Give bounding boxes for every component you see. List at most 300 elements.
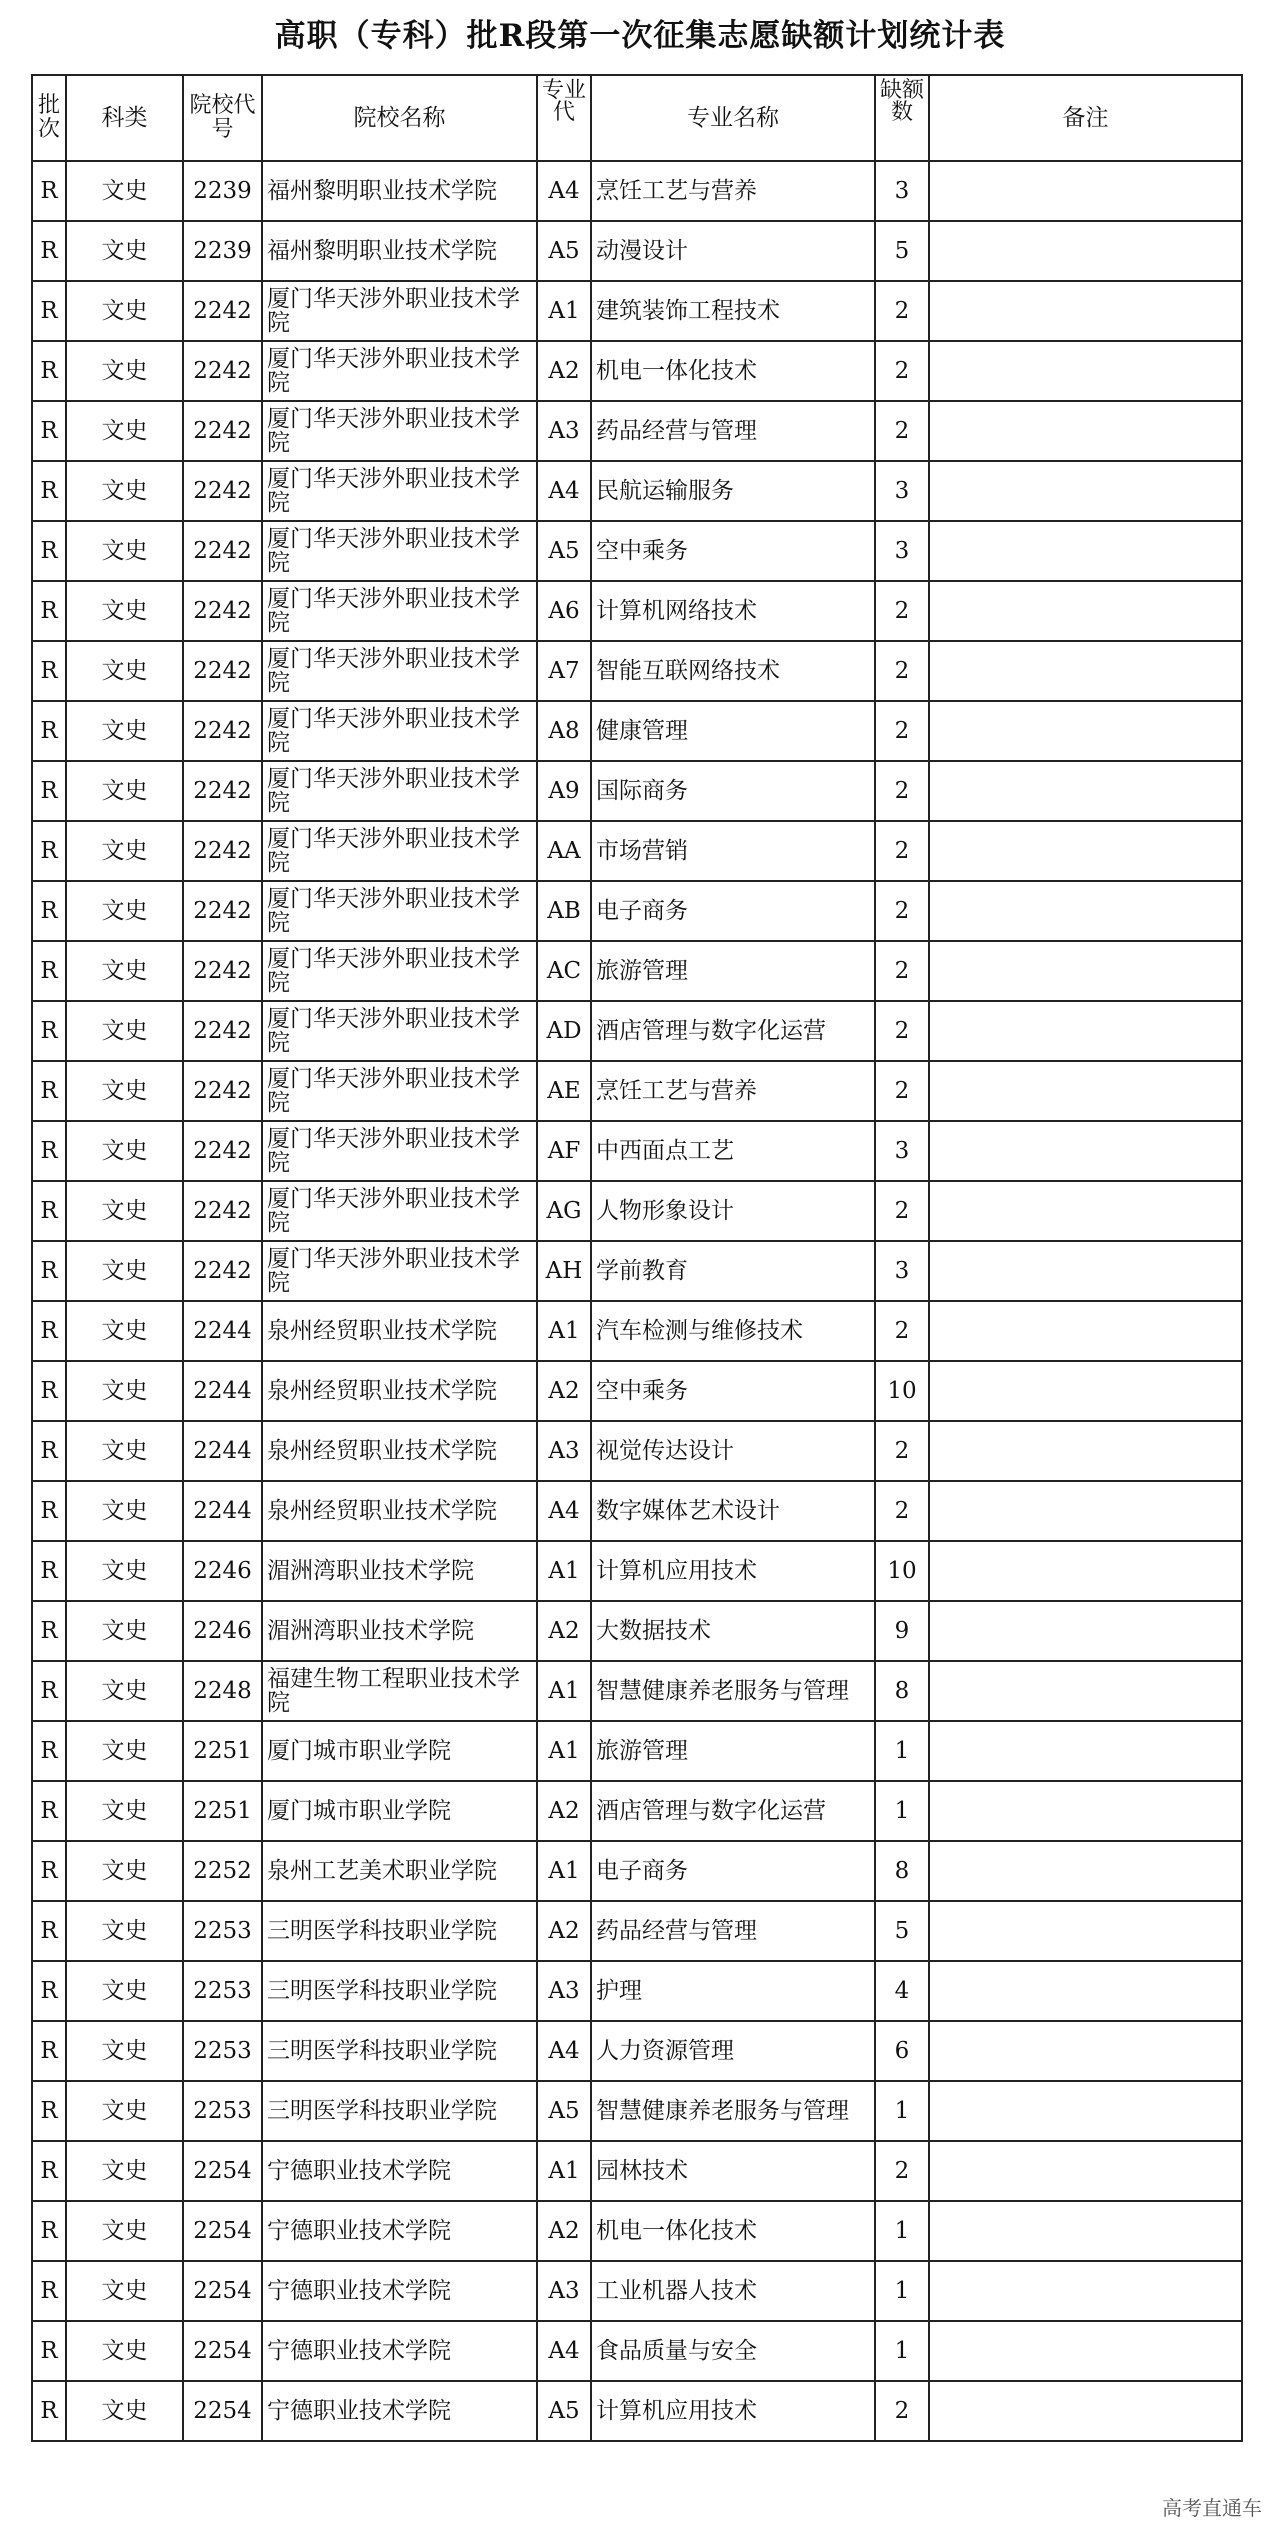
cell-school-name: 厦门华天涉外职业技术学院 xyxy=(262,401,537,461)
cell-remarks xyxy=(929,581,1242,641)
cell-category: 文史 xyxy=(66,161,183,221)
cell-school-name: 厦门华天涉外职业技术学院 xyxy=(262,1181,537,1241)
cell-school-code: 2242 xyxy=(183,521,262,581)
cell-major-name: 旅游管理 xyxy=(591,1721,875,1781)
table-row xyxy=(32,1721,1242,1781)
cell-school-name: 泉州经贸职业技术学院 xyxy=(262,1481,537,1541)
cell-vacancies: 3 xyxy=(875,161,929,221)
cell-batch: R xyxy=(32,161,66,221)
cell-major-code: A1 xyxy=(537,1301,591,1361)
cell-school-name: 三明医学科技职业学院 xyxy=(262,1961,537,2021)
cell-major-code: A2 xyxy=(537,1781,591,1841)
table-row xyxy=(32,2201,1242,2261)
cell-school-code: 2253 xyxy=(183,1961,262,2021)
cell-school-code: 2248 xyxy=(183,1661,262,1721)
cell-school-code: 2242 xyxy=(183,1241,262,1301)
cell-category: 文史 xyxy=(66,581,183,641)
cell-school-name: 厦门华天涉外职业技术学院 xyxy=(262,761,537,821)
cell-batch: R xyxy=(32,1301,66,1361)
cell-major-code: A4 xyxy=(537,461,591,521)
cell-category: 文史 xyxy=(66,2021,183,2081)
cell-school-code: 2253 xyxy=(183,2081,262,2141)
cell-school-name: 泉州工艺美术职业学院 xyxy=(262,1841,537,1901)
cell-major-name: 大数据技术 xyxy=(591,1601,875,1661)
cell-remarks xyxy=(929,221,1242,281)
table-row xyxy=(32,1181,1242,1241)
cell-category: 文史 xyxy=(66,1481,183,1541)
cell-category: 文史 xyxy=(66,1001,183,1061)
cell-category: 文史 xyxy=(66,941,183,1001)
cell-major-name: 健康管理 xyxy=(591,701,875,761)
cell-school-name: 湄洲湾职业技术学院 xyxy=(262,1541,537,1601)
cell-school-name: 厦门华天涉外职业技术学院 xyxy=(262,1001,537,1061)
cell-major-code: A1 xyxy=(537,1541,591,1601)
cell-vacancies: 2 xyxy=(875,341,929,401)
cell-batch: R xyxy=(32,2381,66,2441)
cell-school-name: 宁德职业技术学院 xyxy=(262,2261,537,2321)
cell-major-code: A9 xyxy=(537,761,591,821)
cell-major-name: 空中乘务 xyxy=(591,1361,875,1421)
cell-remarks xyxy=(929,1001,1242,1061)
header-major-code: 专业代 xyxy=(537,75,591,161)
cell-remarks xyxy=(929,701,1242,761)
cell-vacancies: 2 xyxy=(875,641,929,701)
cell-school-name: 厦门华天涉外职业技术学院 xyxy=(262,521,537,581)
cell-category: 文史 xyxy=(66,1901,183,1961)
cell-major-name: 国际商务 xyxy=(591,761,875,821)
cell-batch: R xyxy=(32,1001,66,1061)
table-row xyxy=(32,2081,1242,2141)
cell-batch: R xyxy=(32,581,66,641)
cell-major-code: A4 xyxy=(537,1481,591,1541)
cell-remarks xyxy=(929,1721,1242,1781)
table-row xyxy=(32,2321,1242,2381)
cell-remarks xyxy=(929,1241,1242,1301)
table-row xyxy=(32,1121,1242,1181)
cell-category: 文史 xyxy=(66,1721,183,1781)
cell-school-code: 2242 xyxy=(183,401,262,461)
cell-batch: R xyxy=(32,1601,66,1661)
cell-remarks xyxy=(929,1481,1242,1541)
cell-category: 文史 xyxy=(66,1361,183,1421)
table-row xyxy=(32,941,1242,1001)
cell-category: 文史 xyxy=(66,2321,183,2381)
cell-vacancies: 2 xyxy=(875,1421,929,1481)
header-school-code: 院校代号 xyxy=(183,75,262,161)
cell-school-code: 2254 xyxy=(183,2141,262,2201)
table-header xyxy=(32,75,1242,161)
cell-major-name: 中西面点工艺 xyxy=(591,1121,875,1181)
cell-major-code: A1 xyxy=(537,1661,591,1721)
cell-vacancies: 2 xyxy=(875,1301,929,1361)
cell-major-name: 药品经营与管理 xyxy=(591,401,875,461)
cell-remarks xyxy=(929,2321,1242,2381)
cell-category: 文史 xyxy=(66,2261,183,2321)
cell-major-name: 护理 xyxy=(591,1961,875,2021)
cell-school-code: 2242 xyxy=(183,1181,262,1241)
cell-batch: R xyxy=(32,221,66,281)
cell-remarks xyxy=(929,1121,1242,1181)
cell-remarks xyxy=(929,1361,1242,1421)
cell-school-code: 2242 xyxy=(183,641,262,701)
cell-remarks xyxy=(929,1901,1242,1961)
cell-vacancies: 2 xyxy=(875,2141,929,2201)
cell-major-name: 市场营销 xyxy=(591,821,875,881)
table-row xyxy=(32,2141,1242,2201)
table-row xyxy=(32,1661,1242,1721)
cell-major-code: A3 xyxy=(537,2261,591,2321)
table-row xyxy=(32,461,1242,521)
table-row xyxy=(32,1541,1242,1601)
cell-school-code: 2242 xyxy=(183,581,262,641)
cell-vacancies: 2 xyxy=(875,821,929,881)
cell-remarks xyxy=(929,641,1242,701)
cell-major-code: A2 xyxy=(537,2201,591,2261)
cell-school-name: 宁德职业技术学院 xyxy=(262,2321,537,2381)
table-row xyxy=(32,2021,1242,2081)
table-row xyxy=(32,2261,1242,2321)
cell-category: 文史 xyxy=(66,761,183,821)
cell-major-code: AD xyxy=(537,1001,591,1061)
cell-vacancies: 3 xyxy=(875,521,929,581)
cell-school-name: 泉州经贸职业技术学院 xyxy=(262,1361,537,1421)
cell-major-code: A5 xyxy=(537,2381,591,2441)
cell-school-name: 厦门华天涉外职业技术学院 xyxy=(262,341,537,401)
cell-school-name: 泉州经贸职业技术学院 xyxy=(262,1301,537,1361)
cell-major-code: A3 xyxy=(537,401,591,461)
watermark: 高考直通车 xyxy=(1162,2496,1262,2520)
cell-remarks xyxy=(929,2381,1242,2441)
cell-category: 文史 xyxy=(66,821,183,881)
cell-batch: R xyxy=(32,1841,66,1901)
cell-vacancies: 1 xyxy=(875,1781,929,1841)
header-category: 科类 xyxy=(66,75,183,161)
cell-school-code: 2242 xyxy=(183,701,262,761)
cell-vacancies: 1 xyxy=(875,2201,929,2261)
cell-batch: R xyxy=(32,1421,66,1481)
cell-batch: R xyxy=(32,2021,66,2081)
cell-school-name: 厦门华天涉外职业技术学院 xyxy=(262,1061,537,1121)
cell-batch: R xyxy=(32,1961,66,2021)
cell-major-name: 建筑装饰工程技术 xyxy=(591,281,875,341)
cell-school-name: 厦门城市职业学院 xyxy=(262,1781,537,1841)
cell-school-code: 2254 xyxy=(183,2261,262,2321)
cell-category: 文史 xyxy=(66,1181,183,1241)
cell-major-code: A4 xyxy=(537,2321,591,2381)
cell-major-name: 智能互联网络技术 xyxy=(591,641,875,701)
cell-major-name: 计算机网络技术 xyxy=(591,581,875,641)
cell-school-name: 厦门华天涉外职业技术学院 xyxy=(262,461,537,521)
cell-major-code: A1 xyxy=(537,1721,591,1781)
cell-major-name: 计算机应用技术 xyxy=(591,1541,875,1601)
cell-school-code: 2253 xyxy=(183,1901,262,1961)
cell-vacancies: 2 xyxy=(875,941,929,1001)
cell-remarks xyxy=(929,2081,1242,2141)
table-row xyxy=(32,1061,1242,1121)
cell-remarks xyxy=(929,2141,1242,2201)
cell-major-name: 酒店管理与数字化运营 xyxy=(591,1001,875,1061)
cell-major-name: 动漫设计 xyxy=(591,221,875,281)
cell-remarks xyxy=(929,1181,1242,1241)
cell-school-code: 2242 xyxy=(183,941,262,1001)
cell-category: 文史 xyxy=(66,1961,183,2021)
cell-remarks xyxy=(929,2261,1242,2321)
cell-batch: R xyxy=(32,521,66,581)
header-school-name: 院校名称 xyxy=(262,75,537,161)
cell-major-name: 计算机应用技术 xyxy=(591,2381,875,2441)
cell-remarks xyxy=(929,401,1242,461)
cell-batch: R xyxy=(32,2261,66,2321)
cell-major-name: 人力资源管理 xyxy=(591,2021,875,2081)
cell-batch: R xyxy=(32,401,66,461)
cell-school-code: 2254 xyxy=(183,2201,262,2261)
cell-major-code: A7 xyxy=(537,641,591,701)
cell-major-code: A8 xyxy=(537,701,591,761)
vacancy-table xyxy=(31,74,1243,2442)
cell-batch: R xyxy=(32,1541,66,1601)
cell-major-name: 智慧健康养老服务与管理 xyxy=(591,2081,875,2141)
cell-major-name: 电子商务 xyxy=(591,881,875,941)
cell-school-name: 厦门华天涉外职业技术学院 xyxy=(262,1121,537,1181)
cell-major-name: 空中乘务 xyxy=(591,521,875,581)
cell-category: 文史 xyxy=(66,1301,183,1361)
cell-school-name: 厦门华天涉外职业技术学院 xyxy=(262,281,537,341)
cell-school-code: 2242 xyxy=(183,281,262,341)
table-row xyxy=(32,521,1242,581)
cell-school-code: 2252 xyxy=(183,1841,262,1901)
cell-vacancies: 2 xyxy=(875,1001,929,1061)
cell-school-name: 泉州经贸职业技术学院 xyxy=(262,1421,537,1481)
cell-major-code: AH xyxy=(537,1241,591,1301)
table-row xyxy=(32,761,1242,821)
cell-remarks xyxy=(929,1961,1242,2021)
cell-major-name: 学前教育 xyxy=(591,1241,875,1301)
cell-school-code: 2242 xyxy=(183,1121,262,1181)
header-remarks: 备注 xyxy=(929,75,1242,161)
cell-school-name: 厦门华天涉外职业技术学院 xyxy=(262,941,537,1001)
cell-category: 文史 xyxy=(66,1781,183,1841)
cell-major-name: 汽车检测与维修技术 xyxy=(591,1301,875,1361)
cell-school-name: 厦门城市职业学院 xyxy=(262,1721,537,1781)
table-row xyxy=(32,1781,1242,1841)
table-row xyxy=(32,1961,1242,2021)
table-body xyxy=(32,161,1242,2441)
cell-major-code: AE xyxy=(537,1061,591,1121)
cell-vacancies: 3 xyxy=(875,1241,929,1301)
header-batch: 批次 xyxy=(32,75,66,161)
cell-category: 文史 xyxy=(66,341,183,401)
cell-category: 文史 xyxy=(66,281,183,341)
cell-category: 文史 xyxy=(66,2081,183,2141)
cell-major-code: AA xyxy=(537,821,591,881)
table-row xyxy=(32,1841,1242,1901)
cell-school-name: 三明医学科技职业学院 xyxy=(262,2081,537,2141)
table-row xyxy=(32,341,1242,401)
table-row xyxy=(32,2381,1242,2441)
cell-category: 文史 xyxy=(66,221,183,281)
table-row xyxy=(32,1421,1242,1481)
cell-school-name: 厦门华天涉外职业技术学院 xyxy=(262,581,537,641)
page-title: 高职（专科）批R段第一次征集志愿缺额计划统计表 xyxy=(274,18,1006,54)
cell-remarks xyxy=(929,1601,1242,1661)
cell-school-code: 2242 xyxy=(183,461,262,521)
table-row xyxy=(32,881,1242,941)
cell-major-code: A1 xyxy=(537,1841,591,1901)
cell-category: 文史 xyxy=(66,2141,183,2201)
cell-vacancies: 2 xyxy=(875,1481,929,1541)
cell-major-code: AB xyxy=(537,881,591,941)
cell-vacancies: 3 xyxy=(875,1121,929,1181)
cell-batch: R xyxy=(32,701,66,761)
cell-category: 文史 xyxy=(66,2381,183,2441)
cell-remarks xyxy=(929,1781,1242,1841)
cell-vacancies: 5 xyxy=(875,1901,929,1961)
cell-school-name: 湄洲湾职业技术学院 xyxy=(262,1601,537,1661)
cell-vacancies: 2 xyxy=(875,1181,929,1241)
cell-school-name: 三明医学科技职业学院 xyxy=(262,1901,537,1961)
cell-major-code: AC xyxy=(537,941,591,1001)
cell-category: 文史 xyxy=(66,1241,183,1301)
cell-remarks xyxy=(929,821,1242,881)
cell-major-code: AG xyxy=(537,1181,591,1241)
cell-school-code: 2253 xyxy=(183,2021,262,2081)
cell-batch: R xyxy=(32,821,66,881)
cell-school-name: 厦门华天涉外职业技术学院 xyxy=(262,1241,537,1301)
cell-vacancies: 2 xyxy=(875,401,929,461)
cell-major-name: 酒店管理与数字化运营 xyxy=(591,1781,875,1841)
cell-remarks xyxy=(929,461,1242,521)
cell-category: 文史 xyxy=(66,461,183,521)
cell-batch: R xyxy=(32,1181,66,1241)
cell-vacancies: 2 xyxy=(875,881,929,941)
cell-vacancies: 5 xyxy=(875,221,929,281)
cell-batch: R xyxy=(32,461,66,521)
cell-major-name: 机电一体化技术 xyxy=(591,341,875,401)
cell-remarks xyxy=(929,1301,1242,1361)
cell-batch: R xyxy=(32,1661,66,1721)
cell-major-name: 人物形象设计 xyxy=(591,1181,875,1241)
cell-school-name: 福建生物工程职业技术学院 xyxy=(262,1661,537,1721)
cell-batch: R xyxy=(32,1901,66,1961)
cell-school-name: 三明医学科技职业学院 xyxy=(262,2021,537,2081)
cell-school-code: 2244 xyxy=(183,1301,262,1361)
cell-school-code: 2242 xyxy=(183,821,262,881)
cell-remarks xyxy=(929,341,1242,401)
cell-vacancies: 1 xyxy=(875,1721,929,1781)
header-major-name: 专业名称 xyxy=(591,75,875,161)
cell-remarks xyxy=(929,1541,1242,1601)
cell-batch: R xyxy=(32,641,66,701)
cell-school-code: 2242 xyxy=(183,761,262,821)
cell-category: 文史 xyxy=(66,521,183,581)
cell-batch: R xyxy=(32,1721,66,1781)
cell-school-name: 宁德职业技术学院 xyxy=(262,2141,537,2201)
cell-school-code: 2242 xyxy=(183,1001,262,1061)
cell-remarks xyxy=(929,161,1242,221)
cell-school-code: 2254 xyxy=(183,2321,262,2381)
cell-vacancies: 2 xyxy=(875,581,929,641)
cell-school-code: 2244 xyxy=(183,1481,262,1541)
cell-vacancies: 2 xyxy=(875,281,929,341)
cell-major-code: AF xyxy=(537,1121,591,1181)
cell-remarks xyxy=(929,1421,1242,1481)
cell-batch: R xyxy=(32,941,66,1001)
cell-category: 文史 xyxy=(66,1841,183,1901)
cell-remarks xyxy=(929,521,1242,581)
cell-category: 文史 xyxy=(66,881,183,941)
cell-remarks xyxy=(929,281,1242,341)
cell-school-code: 2239 xyxy=(183,221,262,281)
cell-category: 文史 xyxy=(66,1661,183,1721)
cell-category: 文史 xyxy=(66,1061,183,1121)
cell-batch: R xyxy=(32,2201,66,2261)
cell-remarks xyxy=(929,1661,1242,1721)
cell-major-code: A5 xyxy=(537,221,591,281)
cell-major-code: A6 xyxy=(537,581,591,641)
cell-batch: R xyxy=(32,2081,66,2141)
cell-major-name: 药品经营与管理 xyxy=(591,1901,875,1961)
cell-school-code: 2251 xyxy=(183,1781,262,1841)
cell-vacancies: 4 xyxy=(875,1961,929,2021)
cell-vacancies: 1 xyxy=(875,2321,929,2381)
cell-school-code: 2242 xyxy=(183,341,262,401)
cell-major-name: 烹饪工艺与营养 xyxy=(591,1061,875,1121)
cell-batch: R xyxy=(32,1781,66,1841)
cell-school-name: 福州黎明职业技术学院 xyxy=(262,221,537,281)
cell-batch: R xyxy=(32,2321,66,2381)
cell-vacancies: 1 xyxy=(875,2261,929,2321)
table-row xyxy=(32,1001,1242,1061)
table-row xyxy=(32,221,1242,281)
cell-batch: R xyxy=(32,2141,66,2201)
cell-major-name: 烹饪工艺与营养 xyxy=(591,161,875,221)
cell-major-name: 机电一体化技术 xyxy=(591,2201,875,2261)
cell-batch: R xyxy=(32,1481,66,1541)
cell-major-code: A1 xyxy=(537,2141,591,2201)
cell-school-code: 2244 xyxy=(183,1421,262,1481)
cell-major-name: 园林技术 xyxy=(591,2141,875,2201)
table-row xyxy=(32,1901,1242,1961)
cell-batch: R xyxy=(32,281,66,341)
cell-major-code: A1 xyxy=(537,281,591,341)
cell-major-name: 视觉传达设计 xyxy=(591,1421,875,1481)
cell-batch: R xyxy=(32,761,66,821)
cell-vacancies: 3 xyxy=(875,461,929,521)
cell-batch: R xyxy=(32,881,66,941)
cell-remarks xyxy=(929,881,1242,941)
cell-major-name: 电子商务 xyxy=(591,1841,875,1901)
cell-school-name: 厦门华天涉外职业技术学院 xyxy=(262,641,537,701)
cell-remarks xyxy=(929,2021,1242,2081)
cell-major-code: A5 xyxy=(537,521,591,581)
cell-vacancies: 8 xyxy=(875,1841,929,1901)
table-row xyxy=(32,1361,1242,1421)
cell-remarks xyxy=(929,761,1242,821)
table-row xyxy=(32,1241,1242,1301)
cell-category: 文史 xyxy=(66,701,183,761)
cell-category: 文史 xyxy=(66,2201,183,2261)
cell-major-name: 民航运输服务 xyxy=(591,461,875,521)
cell-school-code: 2246 xyxy=(183,1601,262,1661)
cell-category: 文史 xyxy=(66,641,183,701)
cell-school-code: 2242 xyxy=(183,1061,262,1121)
cell-school-code: 2254 xyxy=(183,2381,262,2441)
cell-major-code: A4 xyxy=(537,2021,591,2081)
cell-school-name: 福州黎明职业技术学院 xyxy=(262,161,537,221)
cell-remarks xyxy=(929,1061,1242,1121)
cell-batch: R xyxy=(32,1361,66,1421)
cell-vacancies: 2 xyxy=(875,701,929,761)
